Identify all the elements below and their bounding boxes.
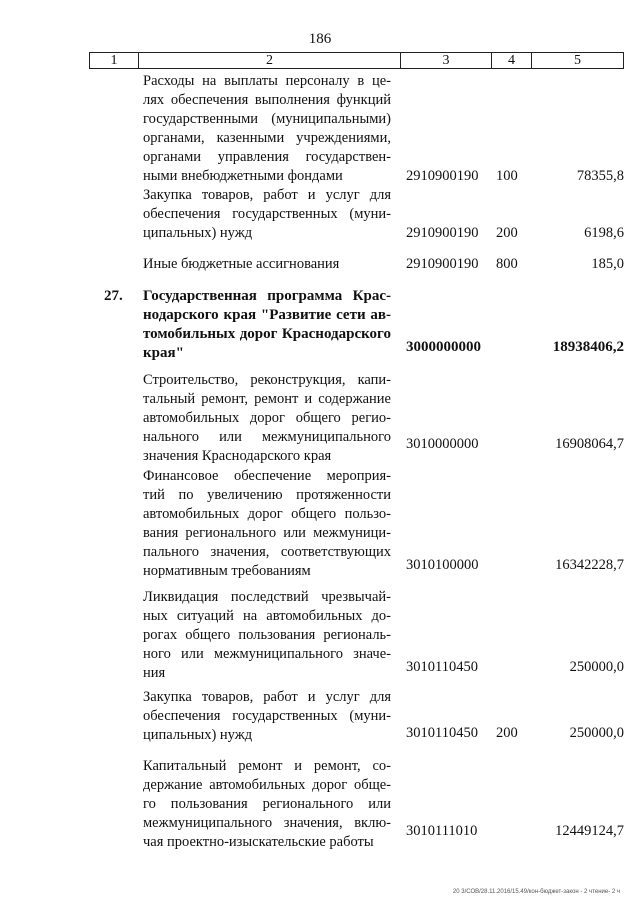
- row-target-code: 2910900190: [406, 256, 479, 272]
- row-amount: 250000,0: [569, 725, 624, 741]
- row-target-code: 3000000000: [406, 339, 481, 355]
- row-target-code: 3010110450: [406, 659, 478, 675]
- row-description: Расходы на выплаты персоналу в це- лях обеспечения выполнения функций государственными (муниципальными) органами, казенными учреждениями, органами управления государствен- ными внебюджетными фондами: [143, 73, 391, 184]
- document-footer: 20 3/СОВ/28.11.2016/15.49/кон-бюджет-закон - 2 чтение- 2 ч: [452, 889, 620, 895]
- page-number: 186: [308, 31, 332, 47]
- row-expense-type: 200: [496, 225, 518, 241]
- row-amount: 12449124,7: [555, 823, 624, 839]
- row-amount: 78355,8: [576, 168, 624, 184]
- row-target-code: 3010111010: [406, 823, 478, 839]
- row-amount: 18938406,2: [552, 339, 624, 355]
- row-description: Закупка товаров, работ и услуг для обеспечения государственных (муни- ципальных) нужд: [143, 187, 391, 241]
- row-target-code: 3010100000: [406, 557, 479, 573]
- row-number: 27.: [104, 288, 123, 304]
- row-description: Капитальный ремонт и ремонт, со- держание автомобильных дорог обще- го пользования регионального или межмуниципального значения, вклю- чая проектно-изыскательские работы: [143, 758, 391, 850]
- row-expense-type: 800: [496, 256, 518, 272]
- column-header-1: 1: [90, 53, 139, 68]
- row-amount: 6198,6: [584, 225, 624, 241]
- row-target-code: 2910900190: [406, 225, 479, 241]
- row-expense-type: 200: [496, 725, 518, 741]
- row-target-code: 3010110450: [406, 725, 478, 741]
- row-description: Государственная программа Крас- нодарского края "Развитие сети ав- томобильных дорог Краснодарского края": [143, 288, 391, 361]
- row-amount: 185,0: [591, 256, 624, 272]
- column-header-4: 4: [492, 53, 532, 68]
- row-description: Строительство, реконструкция, капи- тальный ремонт, ремонт и содержание автомобильных дорог общего регио- нального или межмуниципального значения Краснодарского края: [143, 372, 391, 464]
- row-description: Закупка товаров, работ и услуг для обеспечения государственных (муни- ципальных) нужд: [143, 689, 391, 743]
- row-target-code: 2910900190: [406, 168, 479, 184]
- row-description: Иные бюджетные ассигнования: [143, 256, 340, 272]
- row-description: Финансовое обеспечение мероприя- тий по увеличению протяженности автомобильных дорог общего пользо- вания регионального или межмуници- пального значения, соответствующих нормативным требованиям: [143, 468, 391, 579]
- row-target-code: 3010000000: [406, 436, 479, 452]
- row-expense-type: 100: [496, 168, 518, 184]
- column-header-row: [89, 52, 624, 69]
- row-amount: 16342228,7: [555, 557, 624, 573]
- row-amount: 16908064,7: [555, 436, 624, 452]
- column-header-3: 3: [401, 53, 492, 68]
- row-description: Ликвидация последствий чрезвычай- ных ситуаций на автомобильных до- рогах общего пользования региональ- ного или межмуниципального значе- ния: [143, 589, 391, 681]
- column-header-2: 2: [139, 53, 401, 68]
- row-amount: 250000,0: [569, 659, 624, 675]
- column-header-5: 5: [574, 53, 581, 68]
